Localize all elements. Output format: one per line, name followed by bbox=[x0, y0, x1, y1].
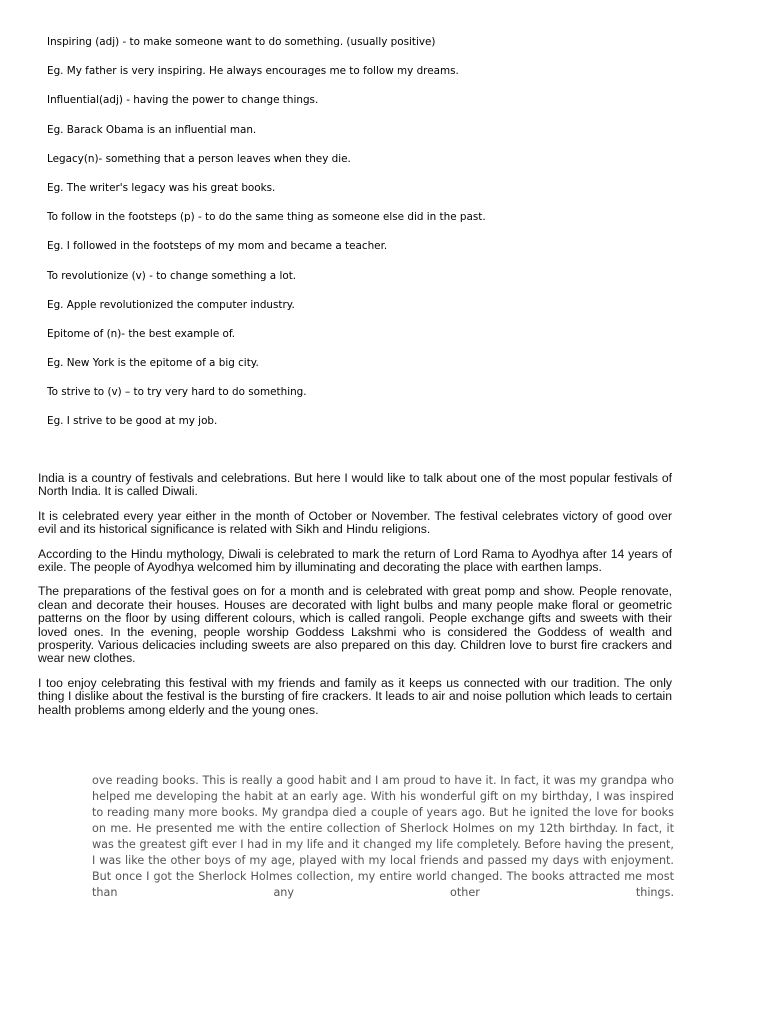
vocab-example-strive: Eg. I strive to be good at my job. bbox=[47, 415, 218, 428]
vocabulary-list bbox=[47, 34, 727, 443]
vocab-definition-epitome: Epitome of (n)- the best example of. bbox=[47, 327, 236, 340]
essay-paragraph-mythology: According to the Hindu mythology, Diwali is celebrated to mark the return of Lord Rama to Ayodhya after 14 years of exile. The people of Ayodhya welcomed him by illuminating and decorating the place with earthen lamps. bbox=[38, 546, 672, 575]
vocab-definition-inspiring: Inspiring (adj) - to make someone want to do something. (usually positive) bbox=[47, 36, 436, 48]
vocab-definition-legacy: Legacy(n)- something that a person leaves when they die. bbox=[47, 152, 351, 165]
vocab-definition-footsteps: To follow in the footsteps (p) - to do the same thing as someone else did in the past. bbox=[47, 211, 486, 224]
vocab-definition-strive: To strive to (v) – to try very hard to do something. bbox=[47, 386, 307, 399]
vocab-example-revolutionize: Eg. Apple revolutionized the computer industry. bbox=[47, 298, 295, 311]
vocab-example-footsteps: Eg. I followed in the footsteps of my mom and became a teacher. bbox=[47, 240, 388, 253]
essay-paragraph-preparations: The preparations of the festival goes on for a month and is celebrated with great pomp and show. People renovate, clean and decorate their houses. Houses are decorated with light bulbs and many people make floral or geometric patterns on the floor by using different colours, which is called rangoli. People exchange gifts and sweets with their loved ones. In the evening, people worship Goddess Lakshmi who is considered the Goddess of wealth and prosperity. Various delicacies including sweets are also prepared on this day. Children love to burst fire crackers and wear new clothes. bbox=[38, 584, 672, 666]
vocab-definition-revolutionize: To revolutionize (v) - to change something a lot. bbox=[47, 269, 297, 282]
reading-habit-passage bbox=[92, 773, 674, 901]
vocab-definition-influential: Influential(adj) - having the power to change things. bbox=[47, 94, 319, 107]
essay-paragraph-intro: India is a country of festivals and celebrations. But here I would like to talk about one of the most popular festivals of North India. It is called Diwali. bbox=[38, 471, 672, 499]
diwali-essay bbox=[38, 472, 672, 728]
essay-paragraph-personal: I too enjoy celebrating this festival with my friends and family as it keeps us connected with our tradition. The only thing I dislike about the festival is the bursting of fire crackers. It leads to air and noise pollution which leads to certain health problems among elderly and the young ones. bbox=[38, 675, 672, 717]
vocab-example-legacy: Eg. The writer's legacy was his great books. bbox=[47, 181, 276, 194]
vocab-example-influential: Eg. Barack Obama is an influential man. bbox=[47, 123, 257, 136]
vocab-example-inspiring: Eg. My father is very inspiring. He always encourages me to follow my dreams. bbox=[47, 65, 459, 78]
essay-paragraph-timing: It is celebrated every year either in the month of October or November. The festival celebrates victory of good over evil and its historical significance is related with Sikh and Hindu religions. bbox=[38, 508, 672, 537]
reading-passage-text: ove reading books. This is really a good habit and I am proud to have it. In fact, it was my grandpa who helped me developing the habit at an early age. With his wonderful gift on my birthday, I was inspired to reading many more books. My grandpa died a couple of years ago. But he ignited the love for books on me. He presented me with the entire collection of Sherlock Holmes on my 12th birthday. In fact, it was the greatest gift ever I had in my life and it changed my life completely. Before having the present, I was like the other boys of my age, played with my local friends and passed my days with enjoyment. But once I got the Sherlock Holmes collection, my entire world changed. The books attracted me most than any other things. bbox=[92, 774, 674, 899]
vocab-example-epitome: Eg. New York is the epitome of a big city. bbox=[47, 357, 259, 370]
